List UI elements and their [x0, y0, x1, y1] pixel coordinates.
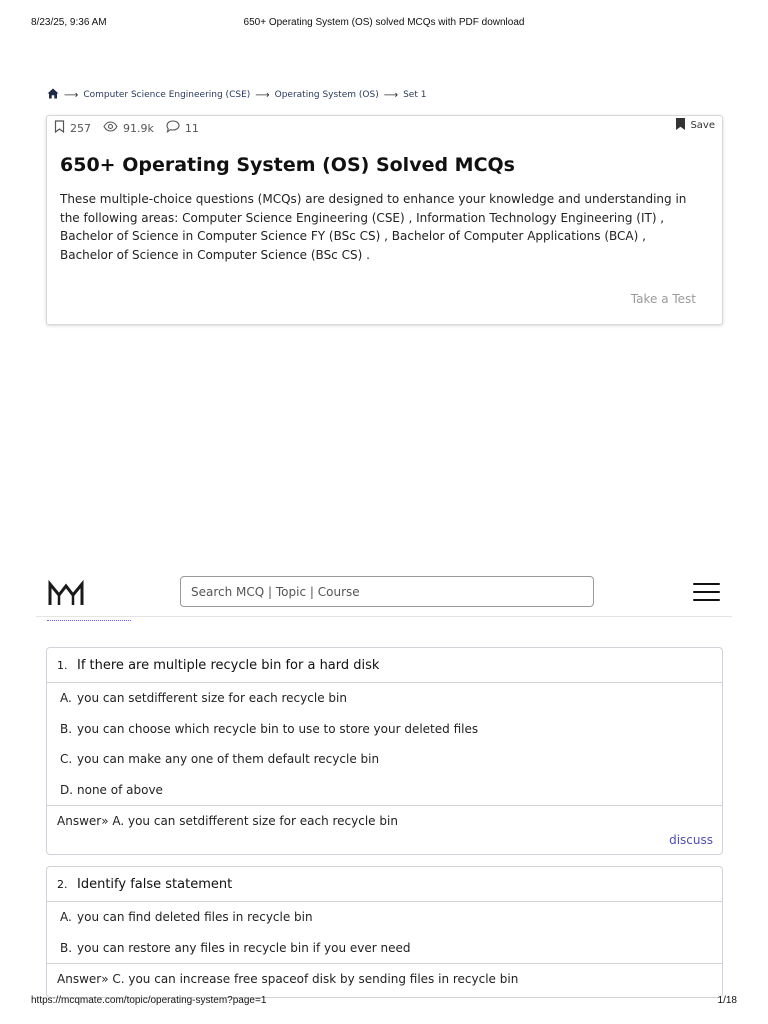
question-card — [46, 866, 723, 998]
breadcrumb-item-os[interactable]: Operating System (OS) — [274, 90, 379, 100]
print-page-counter: 1/18 — [717, 995, 737, 1006]
topic-stats — [54, 120, 199, 136]
print-header — [0, 17, 768, 31]
breadcrumb-separator: ⟶ — [255, 89, 270, 101]
question-text[interactable]: Identify false statement — [77, 876, 233, 892]
eye-icon — [103, 121, 118, 135]
question-header — [47, 867, 722, 902]
question-number: 2. — [57, 877, 68, 891]
answer-text: Answer» A. you can setdifferent size for each recycle bin — [47, 805, 722, 836]
option-b[interactable] — [47, 933, 722, 964]
option-letter: D. — [60, 782, 74, 797]
breadcrumb-separator: ⟶ — [64, 89, 79, 101]
breadcrumb-separator: ⟶ — [383, 89, 399, 101]
bookmark-icon — [54, 120, 65, 136]
breadcrumb-item-cse[interactable]: Computer Science Engineering (CSE) — [83, 90, 251, 100]
question-text[interactable]: If there are multiple recycle bin for a hard disk — [77, 657, 380, 673]
bookmark-count — [54, 120, 91, 136]
breadcrumb-item-set[interactable]: Set 1 — [403, 90, 427, 100]
option-c[interactable] — [47, 744, 722, 775]
topic-description: These multiple-choice questions (MCQs) are designed to enhance your knowledge and understanding in the following areas: Computer Science Engineering (CSE) , Information Technology Engineering (IT) , Bachelor of Science in Computer Science FY (BSc CS) , Bachelor of Computer Applications (BCA) , Bachelor of Science in Computer Science (BSc CS) . — [60, 192, 687, 262]
page-title: 650+ Operating System (OS) Solved MCQs — [60, 154, 515, 176]
print-doc-title: 650+ Operating System (OS) solved MCQs with PDF download — [243, 17, 525, 28]
discuss-link[interactable]: discuss — [669, 833, 713, 847]
take-test-button[interactable]: Take a Test — [630, 292, 696, 306]
site-navbar — [36, 572, 732, 617]
save-button[interactable] — [675, 117, 715, 134]
option-a[interactable] — [47, 683, 722, 714]
option-b[interactable] — [47, 714, 722, 745]
comment-icon — [166, 120, 180, 136]
breadcrumb — [47, 88, 426, 102]
comment-count — [166, 120, 199, 136]
question-card — [46, 647, 723, 855]
option-letter: B. — [60, 721, 73, 736]
comment-count-value: 11 — [184, 121, 199, 135]
option-letter: B. — [60, 940, 73, 955]
view-count — [103, 121, 154, 135]
bookmark-count-value: 257 — [70, 121, 91, 135]
option-text: you can restore any files in recycle bin if you ever need — [77, 940, 411, 955]
site-logo[interactable] — [48, 580, 84, 612]
view-count-value: 91.9k — [123, 121, 154, 135]
search-input[interactable] — [180, 576, 594, 607]
option-letter: A. — [60, 910, 72, 925]
answer-text: Answer» C. you can increase free spaceof disk by sending files in recycle bin — [47, 963, 722, 994]
option-letter: C. — [60, 752, 73, 767]
option-text: none of above — [77, 782, 163, 797]
home-icon[interactable] — [47, 88, 59, 102]
print-datetime: 8/23/25, 9:36 AM — [31, 17, 107, 28]
question-number: 1. — [57, 658, 68, 672]
option-text: you can setdifferent size for each recycle bin — [77, 691, 347, 706]
question-header — [47, 648, 722, 683]
print-footer — [0, 995, 768, 1009]
option-text: you can find deleted files in recycle bin — [77, 910, 313, 925]
focus-outline — [47, 617, 131, 621]
hamburger-menu-icon[interactable] — [693, 583, 720, 602]
option-letter: A. — [60, 691, 72, 706]
option-text: you can choose which recycle bin to use to store your deleted files — [77, 721, 479, 736]
option-a[interactable] — [47, 902, 722, 933]
save-label: Save — [690, 120, 715, 131]
topic-intro-card — [46, 115, 723, 325]
option-text: you can make any one of them default recycle bin — [77, 752, 380, 767]
bookmark-filled-icon — [675, 117, 686, 134]
print-url: https://mcqmate.com/topic/operating-system?page=1 — [31, 995, 267, 1006]
option-d[interactable] — [47, 775, 722, 806]
